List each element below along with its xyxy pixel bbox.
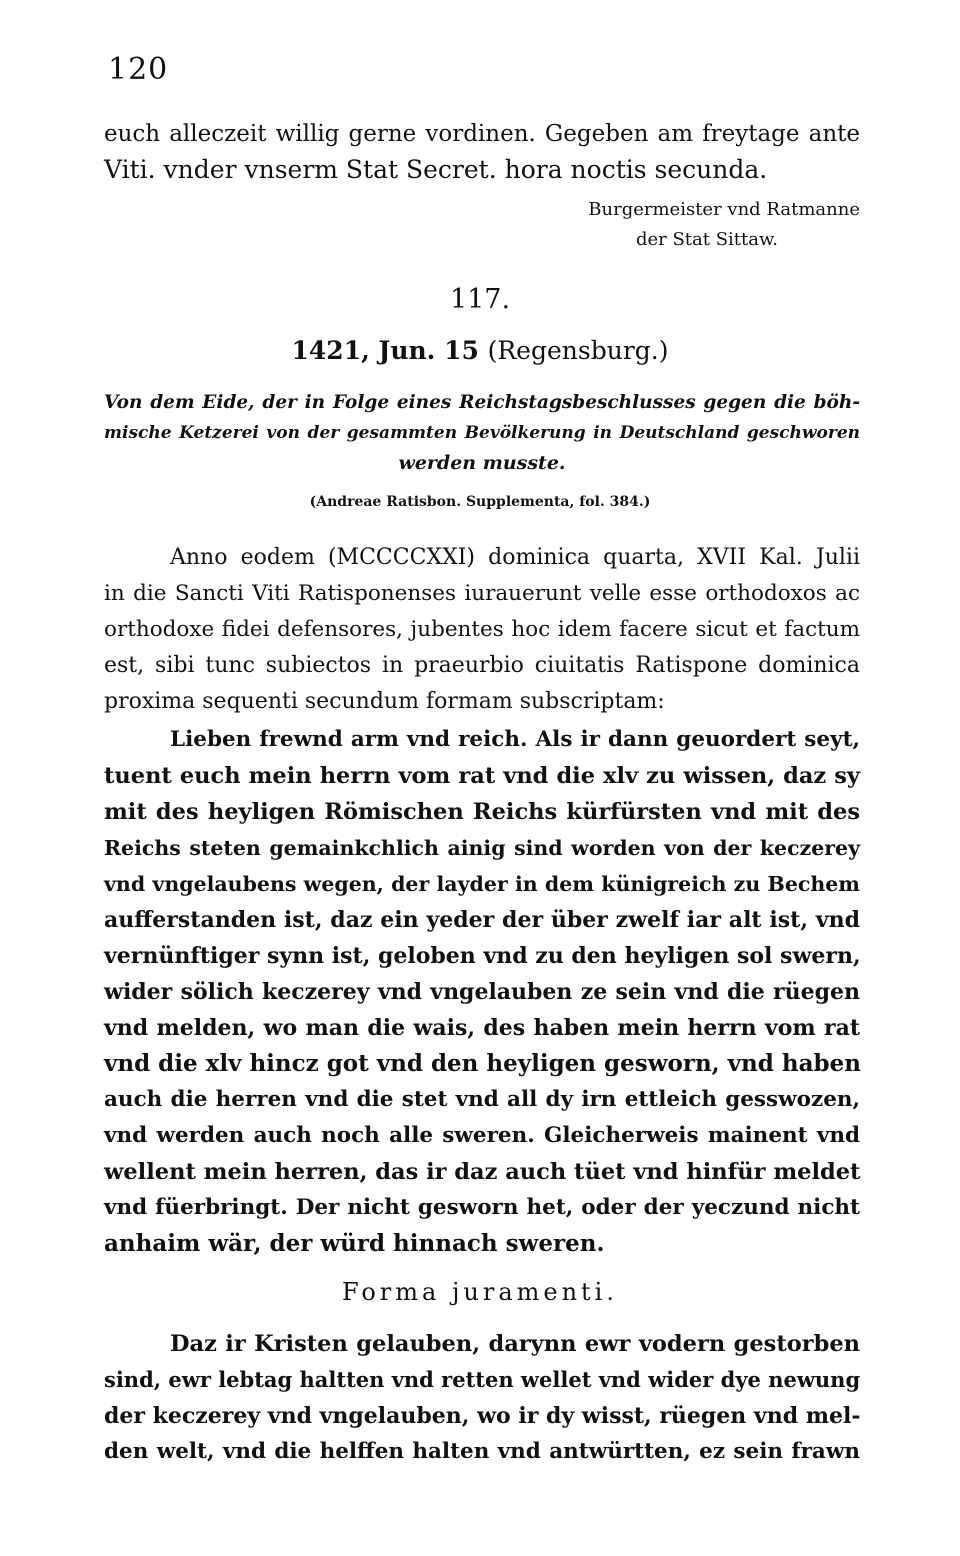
german-line: tuent euch mein herrn vom rat vnd die xlv zu wissen, daz sy: [104, 763, 860, 789]
german-line: auch die herren vnd die stet vnd all dy irn ettleich gesswozen,: [104, 1087, 860, 1112]
oath-line: Daz ir Kristen gelauben, darynn ewr vodern gestorben: [170, 1331, 860, 1357]
german-line: vnd vngelaubens wegen, der layder in dem künigreich zu Bechem: [104, 872, 860, 896]
german-line: anhaim wär, der würd hinnach sweren.: [104, 1230, 605, 1257]
page-number: 120: [108, 52, 169, 87]
german-line: vnd werden auch noch alle sweren. Gleicherweis mainent vnd: [104, 1123, 860, 1148]
german-line: vnd die xlv hincz got vnd den heyligen gesworn, vnd haben: [104, 1050, 861, 1077]
section-heading: Forma juramenti.: [341, 1278, 618, 1306]
german-line: vernünftiger synn ist, geloben vnd zu den heyligen sol swern,: [104, 943, 861, 969]
german-line: wellent mein herren, das ir daz auch tüet vnd hinfür meldet: [104, 1159, 861, 1185]
german-line: Lieben frewnd arm vnd reich. Als ir dann geuordert seyt,: [170, 727, 860, 752]
latin-line: orthodoxe fidei defensores, jubentes hoc idem facere sicut et factum: [104, 617, 860, 642]
source-citation: (Andreae Ratisbon. Supplementa, fol. 384.): [309, 494, 651, 510]
signature-line: der Stat Sittaw.: [635, 229, 778, 250]
oath-line: den welt, vnd die helffen halten vnd antwürtten, ez sein frawn: [104, 1439, 860, 1464]
summary-line: mische Ketzerei von der gesammten Bevölkerung in Deutschland geschworen: [104, 423, 860, 443]
document-heading: [0, 336, 960, 365]
german-line: aufferstanden ist, daz ein yeder der über zwelf iar alt ist, vnd: [104, 907, 860, 933]
german-line: wider sölich keczerey vnd vngelauben ze sein vnd die rüegen: [104, 979, 860, 1005]
document-number: 117.: [449, 284, 511, 315]
oath-line: sind, ewr lebtag haltten vnd retten wellet vnd wider dye newung: [104, 1367, 861, 1392]
german-line: mit des heyligen Römischen Reichs kürfürsten vnd mit des: [104, 799, 860, 825]
german-line: Reichs steten gemainkchlich ainig sind worden von der keczerey: [104, 836, 860, 860]
latin-line: est, sibi tunc subiectos in praeurbio ciuitatis Ratispone dominica: [104, 653, 860, 678]
intro-line: euch alleczeit willig gerne vordinen. Gegeben am freytage ante: [104, 121, 860, 147]
summary-line: werden musste.: [398, 452, 566, 474]
document-place: (Regensburg.): [487, 336, 669, 365]
german-line: vnd füerbringt. Der nicht gesworn het, oder der yeczund nicht: [104, 1195, 860, 1220]
oath-line: der keczerey vnd vngelauben, wo ir dy wisst, rüegen vnd mel-: [104, 1403, 861, 1429]
latin-line: Anno eodem (MCCCCXXI) dominica quarta, XVII Kal. Julii: [170, 545, 860, 570]
signature-line: Burgermeister vnd Ratmanne: [588, 199, 860, 220]
document-date: 1421, Jun. 15: [291, 336, 479, 365]
german-line: vnd melden, wo man die wais, des haben mein herrn vom rat: [104, 1015, 860, 1041]
summary-line: Von dem Eide, der in Folge eines Reichstagsbeschlusses gegen die böh-: [104, 392, 860, 413]
latin-line: proxima sequenti secundum formam subscriptam:: [104, 689, 665, 714]
latin-line: in die Sancti Viti Ratisponenses iurauerunt velle esse orthodoxos ac: [104, 581, 860, 606]
intro-line: Viti. vnder vnserm Stat Secret. hora noctis secunda.: [104, 155, 768, 184]
